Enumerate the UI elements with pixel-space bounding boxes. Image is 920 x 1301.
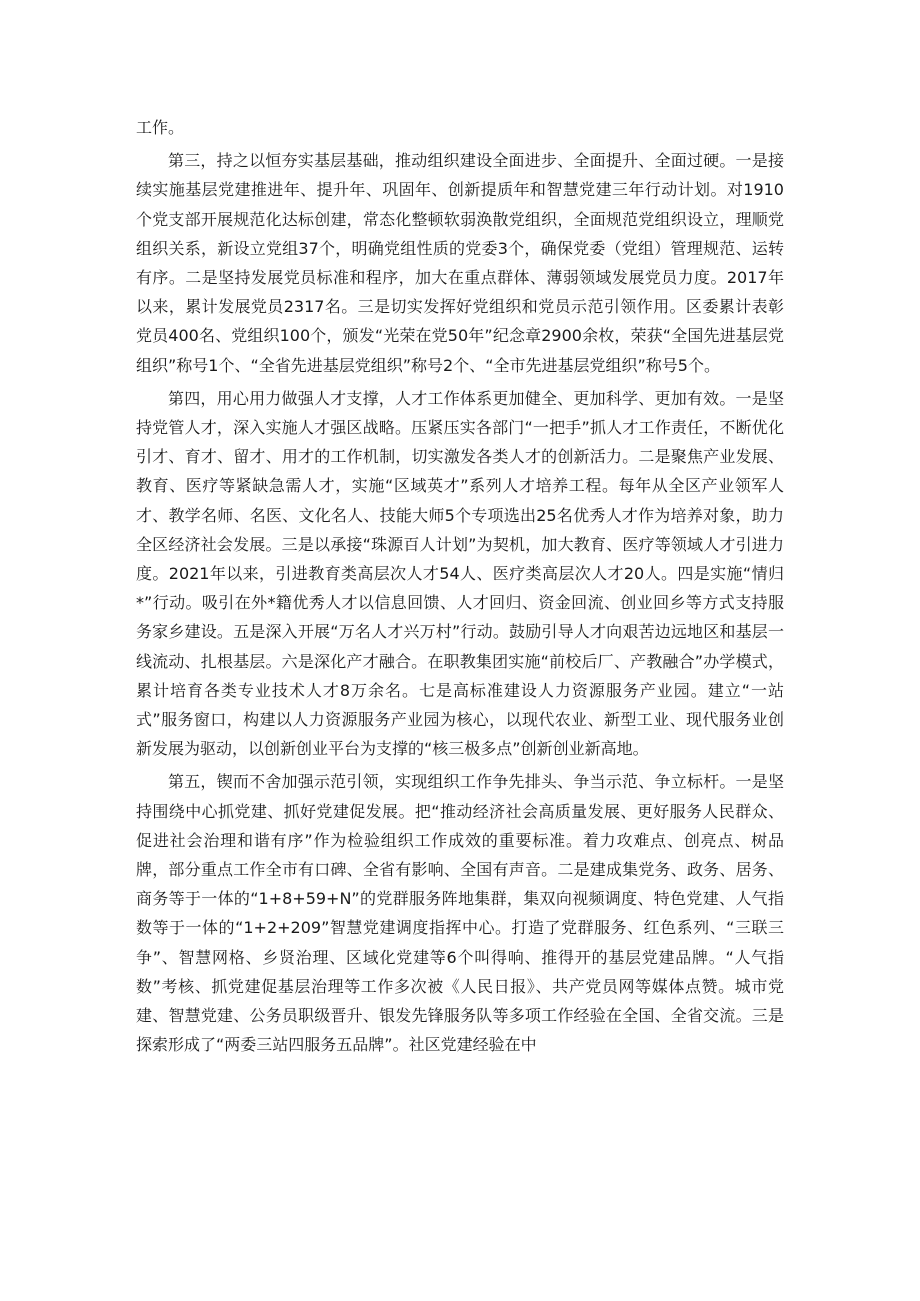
paragraph-fifth: 第五，锲而不舍加强示范引领，实现组织工作争先排头、争当示范、争立标杆。一是坚持围绕中心抓党建、抓好党建促发展。把“推动经济社会高质量发展、更好服务人民群众、促进社会治理和谐有序”作为检验组织工作成效的重要标准。着力攻难点、创亮点、树品牌，部分重点工作全市有口碑、全省有影响、全国有声音。二是建成集党务、政务、居务、商务等于一体的“1+8+59+N”的党群服务阵地集群，集双向视频调度、特色党建、人气指数等于一体的“1+2+209”智慧党建调度指挥中心。打造了党群服务、红色系列、“三联三争”、智慧网格、乡贤治理、区域化党建等6个叫得响、推得开的基层党建品牌。“人气指数”考核、抓党建促基层治理等工作多次被《人民日报》、共产党员网等媒体点赞。城市党建、智慧党建、公务员职级晋升、银发先锋服务队等多项工作经验在全国、全省交流。三是探索形成了“两委三站四服务五品牌”。社区党建经验在中 — [136, 772, 784, 1055]
paragraph-third: 第三，持之以恒夯实基层基础，推动组织建设全面进步、全面提升、全面过硬。一是接续实施基层党建推进年、提升年、巩固年、创新提质年和智慧党建三年行动计划。对1910个党支部开展规范化达标创建，常态化整顿软弱涣散党组织，全面规范党组织设立，理顺党组织关系，新设立党组37个，明确党组性质的党委3个，确保党委（党组）管理规范、运转有序。二是坚持发展党员标准和程序，加大在重点群体、薄弱领域发展党员力度。2017年以来，累计发展党员2317名。三是切实发挥好党组织和党员示范引领作用。区委累计表彰党员400名、党组织100个，颁发“光荣在党50年”纪念章2900余枚，荣获“全国先进基层党组织”称号1个、“全省先进基层党组织”称号2个、“全市先进基层党组织”称号5个。 — [136, 151, 784, 375]
paragraph-continuation: 工作。 — [136, 118, 185, 137]
paragraph-fourth: 第四，用心用力做强人才支撑，人才工作体系更加健全、更加科学、更加有效。一是坚持党管人才，深入实施人才强区战略。压紧压实各部门“一把手”抓人才工作责任，不断优化引才、育才、留才、用才的工作机制，切实激发各类人才的创新活力。二是聚焦产业发展、教育、医疗等紧缺急需人才，实施“区域英才”系列人才培养工程。每年从全区产业领军人才、教学名师、名医、文化名人、技能大师5个专项选出25名优秀人才作为培养对象，助力全区经济社会发展。三是以承接“珠源百人计划”为契机，加大教育、医疗等领域人才引进力度。2021年以来，引进教育类高层次人才54人、医疗类高层次人才20人。四是实施“情归*”行动。吸引在外*籍优秀人才以信息回馈、人才回归、资金回流、创业回乡等方式支持服务家乡建设。五是深入开展“万名人才兴万村”行动。鼓励引导人才向艰苦边远地区和基层一线流动、扎根基层。六是深化产才融合。在职教集团实施“前校后厂、产教融合”办学模式，累计培育各类专业技术人才8万余名。七是高标准建设人力资源服务产业园。建立“一站式”服务窗口，构建以人力资源服务产业园为核心，以现代农业、新型工业、现代服务业创新发展为驱动，以创新创业平台为支撑的“核三极多点”创新创业新高地。 — [136, 388, 784, 759]
document-body — [136, 113, 784, 1064]
